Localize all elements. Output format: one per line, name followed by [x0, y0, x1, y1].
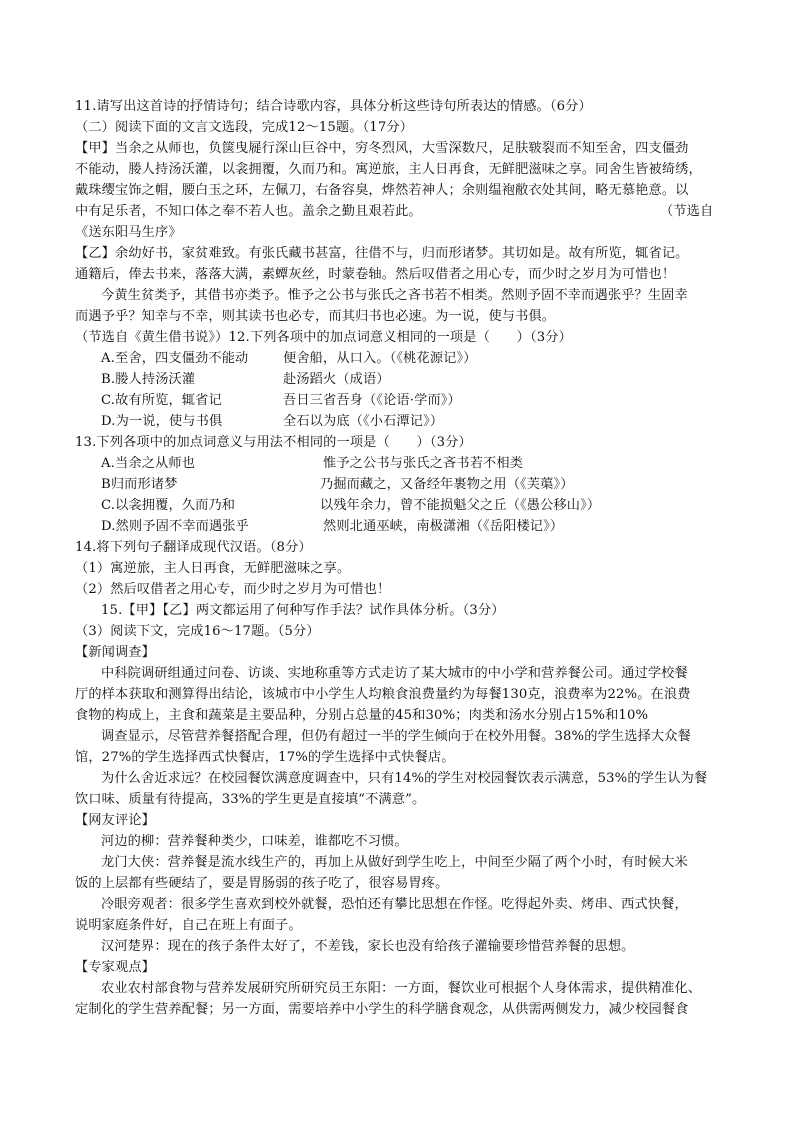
passage-line: 【乙】余幼好书，家贫难致。有张氏藏书甚富，往借不与，归而形诸梦。其切如是。故有所览，辄省记。 — [75, 246, 689, 261]
option-b-compare: 乃掘而藏之，又备经年裹物之用（《芙蕖》） — [320, 477, 574, 492]
option-a-compare: 惟予之公书与张氏之吝书若不相类 — [323, 456, 524, 471]
expert-line: 农业农村部食物与营养发展研究所研究员王东阳：一方面，餐饮业可根据个人身体需求，提供精准化、 — [101, 981, 702, 996]
news-line: 馆，27%的学生选择西式快餐店，17%的学生选择中式快餐店。 — [75, 750, 455, 765]
option-b: B.媵人持汤沃灌 — [101, 372, 196, 387]
comment-line: 说明家庭条件好，自己在班上有面子。 — [75, 918, 302, 933]
question-12-stem: （节选自《黄生借书说》）12.下列各项中的加点词意义相同的一项是（ ）（3分） — [75, 330, 572, 345]
option-a: A.至舍，四支僵劲不能动 — [101, 351, 249, 366]
news-line: 饮口味、质量有待提高，33%的学生更是直接填“不满意”。 — [75, 792, 426, 807]
option-c: C.以衾拥覆，久而乃和 — [101, 498, 236, 513]
question-13-stem: 13.下列各项中的加点词意义与用法不相同的一项是（ ）（3分） — [75, 435, 472, 450]
expert-line: 定制化的学生营养配餐；另一方面，需要培养中小学生的科学膳食观念，从供需两侧发力，减少校园餐食 — [75, 1002, 689, 1017]
passage-line: 而遇予乎？知幸与不幸，则其读书也必专，而其归书也必速。为一说，使与书俱。 — [75, 309, 556, 324]
passage-line: 今黄生贫类予，其借书亦类予。惟予之公书与张氏之吝书若不相类。然则予固不幸而遇张乎？生固幸 — [101, 288, 688, 303]
passage-line: 【甲】当余之从师也，负箧曳屣行深山巨谷中，穷冬烈风，大雪深数尺，足肤皲裂而不知至舍，四支僵劲 — [75, 141, 689, 156]
news-line: 食物的构成上，主食和蔬菜是主要品种，分别占总量的45和30%；肉类和汤水分别占15%和10% — [75, 708, 649, 723]
news-line: 调查显示，尽管营养餐搭配合理，但仍有超过一半的学生倾向于在校外用餐。38%的学生选择大众餐 — [101, 729, 691, 744]
option-d: D.然则予固不幸而遇张乎 — [101, 519, 249, 534]
passage-line: 通籍后，俸去书来，落落大满，素蟫灰丝，时蒙卷轴。然后叹借者之用心专，而少时之岁月为可惜也！ — [75, 267, 676, 282]
section-3-heading: （3）阅读下文，完成16～17题。（5分） — [75, 624, 320, 639]
option-d-compare: 然则北通巫峡，南极潇湘（《岳阳楼记》） — [323, 519, 564, 534]
option-c-compare: 吾日三省吾身（《论语·学而》） — [283, 393, 461, 408]
news-line: 为什么舍近求远？在校园餐饮满意度调查中，只有14%的学生对校园餐饮表示满意，53%的学生认为餐 — [101, 771, 708, 786]
news-line: 中科院调研组通过问卷、访谈、实地称重等方式走访了某大城市的中小学和营养餐公司。通过学校餐 — [101, 666, 688, 681]
question-15: 15.【甲】【乙】两文都运用了何种写作手法？试作具体分析。（3分） — [101, 603, 505, 618]
option-d: D.为一说，使与书俱 — [101, 414, 223, 429]
option-a: A.当余之从师也 — [101, 456, 196, 471]
question-14-item: （1）寓逆旅，主人日再食，无鲜肥滋味之享。 — [75, 561, 351, 576]
comment-line: 龙门大侠：营养餐是流水线生产的，再加上从做好到学生吃上，中间至少隔了两个小时，有时候大米 — [101, 855, 688, 870]
question-14-item: （2）然后叹借者之用心专，而少时之岁月为可惜也！ — [75, 582, 391, 597]
question-11: 11.请写出这首诗的抒情诗句；结合诗歌内容，具体分析这些诗句所表达的情感。（6分） — [75, 99, 592, 114]
question-14-stem: 14.将下列句子翻译成现代汉语。（8分） — [75, 540, 312, 555]
comments-heading: 【网友评论】 — [75, 813, 156, 828]
passage-line: 戴珠缨宝饰之帽，腰白玉之环，左佩刀，右备容臭，烨然若神人；余则缊袍敝衣处其间，略无慕艳意。以 — [75, 183, 689, 198]
option-b: B归而形诸梦 — [101, 477, 178, 492]
comment-line: 河边的柳：营养餐种类少，口味差，谁都吃不习惯。 — [101, 834, 408, 849]
passage-source-prefix: （节选自 — [660, 204, 714, 219]
comment-line: 冷眼旁观者：很多学生喜欢到校外就餐，恐怕还有攀比思想在作怪。吃得起外卖、烤串、西式快餐， — [101, 897, 688, 912]
option-a-compare: 便舍船，从口入。（《桃花源记》） — [283, 351, 477, 366]
passage-line: 中有足乐者，不知口体之奉不若人也。盖余之勤且艰若此。 — [75, 204, 422, 219]
option-c: C.故有所览，辄省记 — [101, 393, 222, 408]
passage-source-title: 《送东阳马生序》 — [75, 225, 182, 240]
comment-line: 汉河楚界：现在的孩子条件太好了，不差钱，家长也没有给孩子灌输要珍惜营养餐的思想。 — [101, 939, 635, 954]
option-d-compare: 全石以为底（《小石潭记》） — [283, 414, 444, 429]
news-heading: 【新闻调查】 — [75, 645, 156, 660]
option-b-compare: 赴汤蹈火（成语） — [283, 372, 390, 387]
section-2-heading: （二）阅读下面的文言文选段，完成12～15题。（17分） — [75, 120, 414, 135]
passage-line: 不能动，媵人持汤沃灌，以衾拥覆，久而乃和。寓逆旅，主人日再食，无鲜肥滋味之享。同舍生皆被绮绣， — [75, 162, 702, 177]
expert-heading: 【专家观点】 — [75, 960, 156, 975]
news-line: 厅的样本获取和测算得出结论，该城市中小学生人均粮食浪费量约为每餐130克，浪费率为22%。在浪费 — [75, 687, 691, 702]
option-c-compare: 以残年余力，曾不能损魁父之丘（《愚公移山》） — [320, 498, 601, 513]
comment-line: 饭的上层都有些硬结了，要是胃肠弱的孩子吃了，很容易胃疼。 — [75, 876, 449, 891]
